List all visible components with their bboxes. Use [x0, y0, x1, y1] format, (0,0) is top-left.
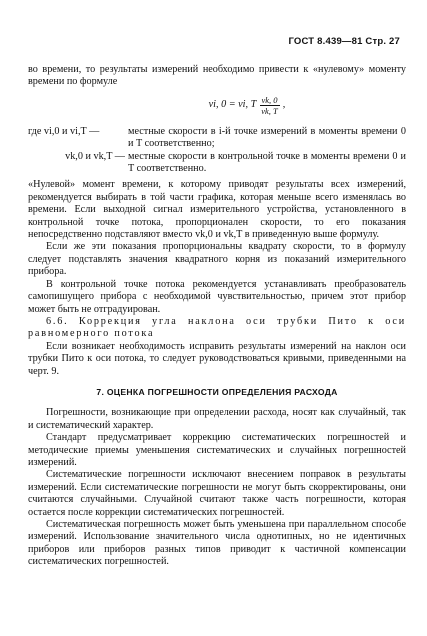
- definition-term: vk,0 и vk,T —: [65, 150, 125, 162]
- definitions-list: [28, 126, 406, 176]
- intro-paragraph: во времени, то результаты измерений необходимо привести к «нулевому» моменту времени по формуле: [28, 64, 406, 88]
- paragraph: В контрольной точке потока рекомендуется устанавливать преобразователь самопишущего прибора с необходимой чувствительностью, причем этот прибор может быть не отградуирован.: [28, 278, 406, 315]
- section-paragraph: Систематические погрешности исключают внесением поправок в результаты измерений. Если систематические погрешности не могут быть скорректированы, они считаются случайными. Случайной считают также часть погрешности, которая остается после коррекции систематических погрешностей.: [28, 469, 406, 518]
- paragraph: «Нулевой» момент времени, к которому приводят результаты всех измерений, рекомендуется выбирать в той части графика, которая меньше всего изменялась во времени. Если выходной сигнал измерительного устройства, установленного в контрольной точке потока, пропорционален скорости, то его показания непосредственно подставляют вместо vk,0 и vk,T в приведенную выше формулу.: [28, 179, 406, 241]
- formula: [88, 95, 406, 116]
- definition-text: местные скорости в контрольной точке в моменты времени 0 и T соответственно.: [128, 150, 406, 175]
- definition-term: где vi,0 и vi,T —: [28, 125, 100, 137]
- section-paragraph: Систематическая погрешность может быть уменьшена при параллельном способе измерений. Использование значительного числа однотипных, но не идентичных приборов или приборов разных типов приводит к частичной компенсации систематических погрешностей.: [28, 519, 406, 568]
- definition-item: [28, 126, 406, 151]
- section-paragraph: Стандарт предусматривает коррекцию систематических погрешностей и методические приемы уменьшения систематических и случайных погрешностей измерений.: [28, 432, 406, 468]
- running-header: ГОСТ 8.439—81 Стр. 27: [288, 36, 400, 47]
- definition-text: местные скорости в i-й точке измерений в моменты времени 0 и T соответственно;: [128, 125, 406, 150]
- paragraph: Если же эти показания пропорциональны квадрату скорости, то в формулу следует подставлять значения квадратного корня из показаний измерительного прибора.: [28, 241, 406, 278]
- formula-denominator: vk, T: [261, 105, 278, 116]
- formula-lhs: vi, 0 = vi, T: [208, 99, 257, 111]
- subsection-title: 6.6. Коррекция угла наклона оси трубки Пито к оси равномерного потока: [28, 315, 406, 340]
- section-paragraph: Погрешности, возникающие при определении расхода, носят как случайный, так и систематический характер.: [28, 407, 406, 431]
- subsection-text: Если возникает необходимость исправить результаты измерений на наклон оси трубки Пито к оси потока, то следует руководствоваться кривыми, приведенными на черт. 9.: [28, 340, 406, 377]
- formula-numerator: vk, 0: [261, 94, 278, 105]
- definition-item: [28, 151, 406, 176]
- formula-trailing: ,: [282, 99, 286, 111]
- page-body: [28, 64, 406, 569]
- section-heading: 7. ОЦЕНКА ПОГРЕШНОСТИ ОПРЕДЕЛЕНИЯ РАСХОДА: [96, 386, 338, 397]
- formula-fraction: [259, 95, 280, 116]
